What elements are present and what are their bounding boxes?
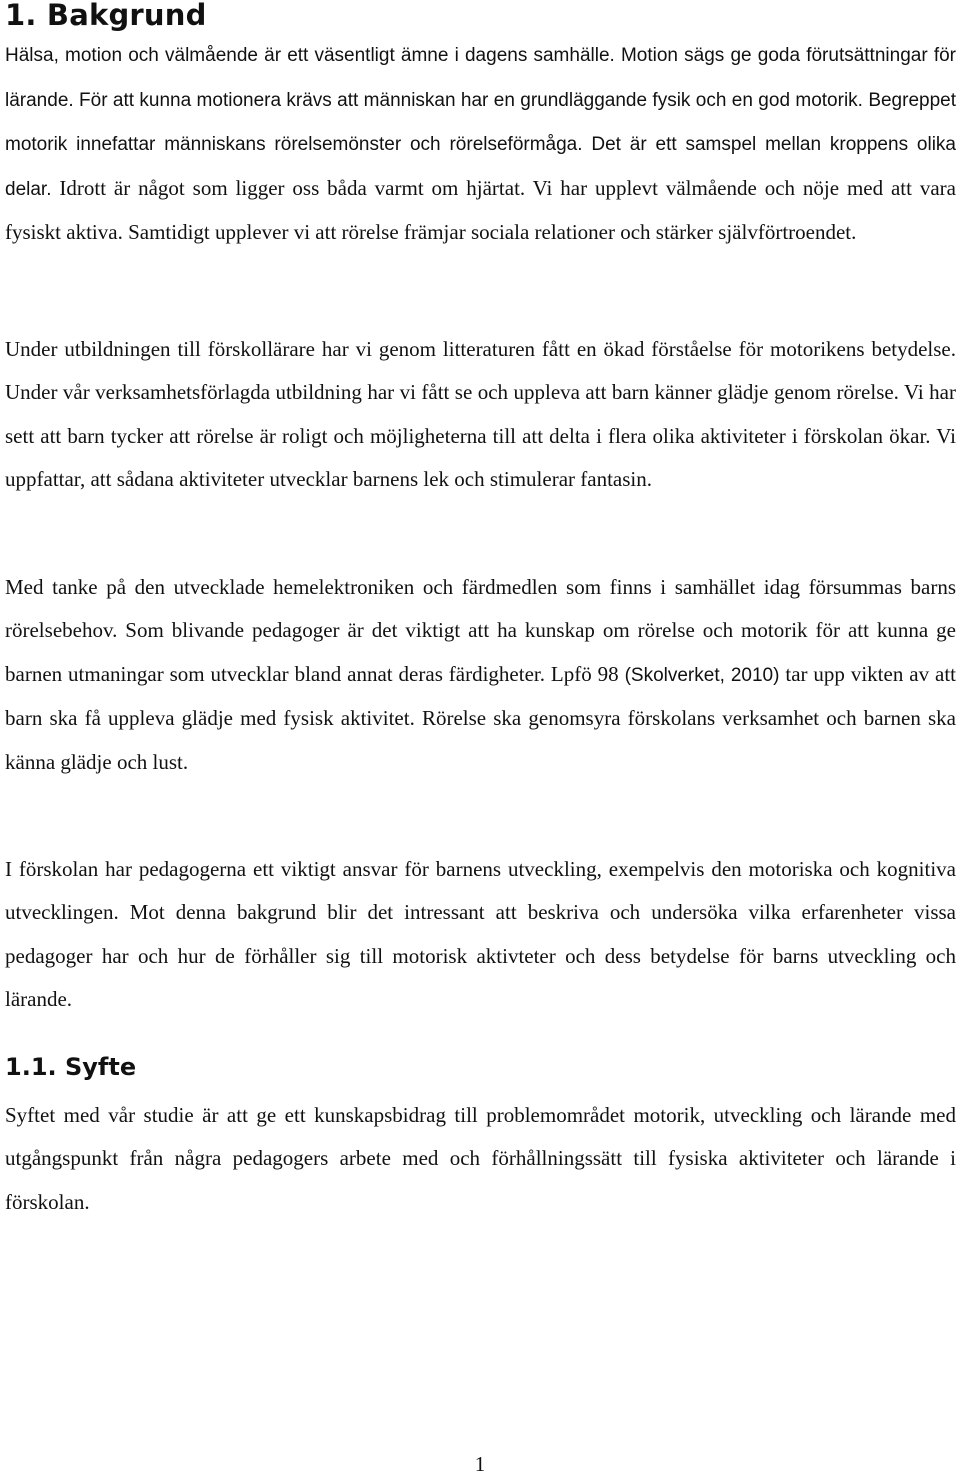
paragraph-1 [5,33,956,255]
paragraph-5: Syftet med vår studie är att ge ett kunskapsbidrag till problemområdet motorik, utveckling och lärande med utgångspunkt från några pedagogers arbete med och förhållningssätt till fysiska aktiviteter och lärande i förskolan. [5,1103,956,1214]
paragraph-3-after-ref: tar upp vikten av att barn ska få uppleva glädje med fysisk aktivitet. Rörelse ska genomsyra förskolans verksamhet och barnen ska känna glädje och lust. [5,661,956,774]
paragraph-3-before-ref: Med tanke på den utvecklade hemelektroniken och färdmedlen som finns i samhället idag försummas barns rörelsebehov. Som blivande pedagoger är det viktigt att ha kunskap om rörelse och motorik för att kunna ge barnen utmaningar som utvecklar bland annat deras färdigheter. Lpfö 98 [5,575,956,686]
heading-syfte: 1.1. Syfte [5,1053,137,1081]
paragraph-2: Under utbildningen till förskollärare har vi genom litteraturen fått en ökad förståelse för motorikens betydelse. Under vår verksamhetsförlagda utbildning har vi fått se och uppleva att barn känner glädje genom rörelse. Vi har sett att barn tycker att rörelse är roligt och möjligheterna till att delta i flera olika aktiviteter i förskolan ökar. Vi uppfattar, att sådana aktiviteter utvecklar barnens lek och stimulerar fantasin. [5,337,956,492]
paragraph-1-part-2: Idrott är något som ligger oss båda varmt om hjärtat. Vi har upplevt välmående och nöje med att vara fysiskt aktiva. Samtidigt upplever vi att rörelse främjar sociala relationer och stärker självförtroendet. [5,175,956,245]
citation-skolverket: (Skolverket, 2010) [624,664,780,686]
page-number: 1 [474,1452,486,1476]
paragraph-4: I förskolan har pedagogerna ett viktigt ansvar för barnens utveckling, exempelvis den motoriska och kognitiva utvecklingen. Mot denna bakgrund blir det intressant att beskriva och undersöka vilka erfarenheter vissa pedagoger har och hur de förhåller sig till motorisk aktivteter och dess betydelse för barns utveckling och lärande. [5,857,956,1012]
paragraph-3 [5,566,956,784]
document-page [5,0,956,1214]
heading-bakgrund: 1. Bakgrund [5,0,207,32]
paragraph-1-part-1: Hälsa, motion och välmående är ett väsentligt ämne i dagens samhälle. Motion sägs ge goda förutsättningar för lärande. För att kunna motionera krävs att människan har en grundläggande fysik och en god motorik. Begreppet motorik innefattar människans rörelsemönster och rörelseförmåga. Det är ett samspel mellan kroppens olika delar. [5,45,956,200]
